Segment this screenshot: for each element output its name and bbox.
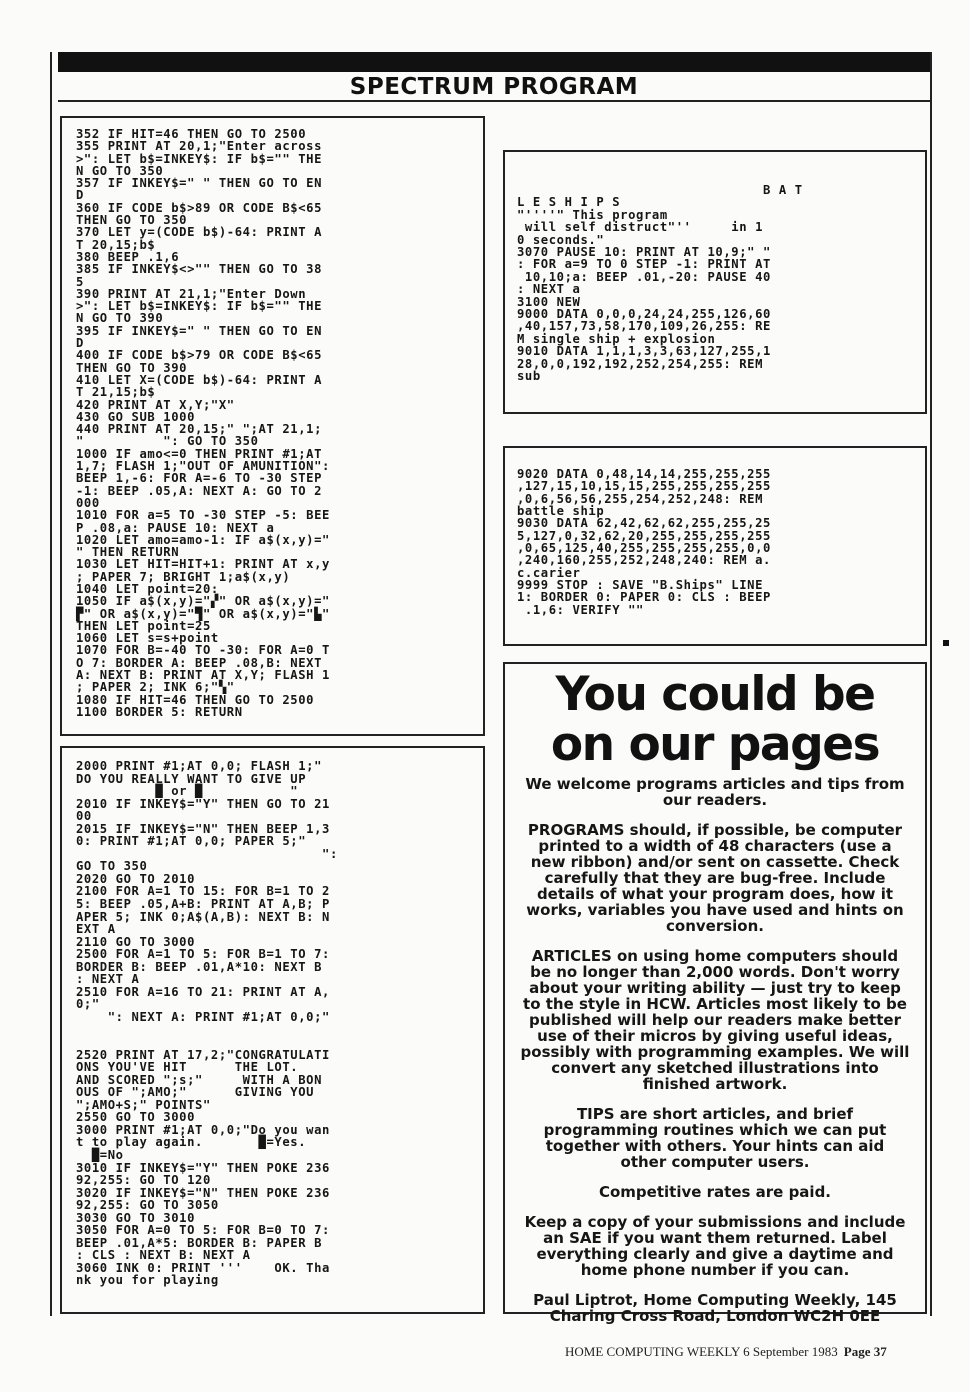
left-column-rule — [50, 52, 52, 1316]
listing-text-3: B A T L E S H I P S "''''" This program will self distruct"'' in 1 0 seconds." 3070 PAUSE 10: PRINT AT 10,9;" " : FOR a=9 TO 0 STEP -1: PRINT AT 10,10;a: BEEP .01,-20: PAUSE 40 : NEXT a 3100 NEW 9000 DATA 0,0,0,24,24,255,126,60 ,40,157,73,58,170,109,26,255: RE M single ship + explosion 9010 DATA 1,1,1,3,3,63,127,255,1 28,0,0,192,192,252,254,255: REM sub — [517, 183, 803, 384]
publication-line: HOME COMPUTING WEEKLY 6 September 1983 — [565, 1344, 838, 1359]
listing-box-2 — [60, 746, 485, 1314]
advert-programs: PROGRAMS should, if possible, be computer printed to a width of 48 characters (use a new ribbon) and/or sent on cassette. Check carefully that they are bug-free. Include details of what your program does, how it works, variables you have used and hints on conversion. — [526, 821, 904, 935]
page-footer — [565, 1344, 887, 1360]
listing-box-3 — [503, 150, 927, 414]
advert-intro: We welcome programs articles and tips from our readers. — [525, 775, 905, 809]
section-title: SPECTRUM PROGRAM — [349, 74, 639, 100]
page-number: Page 37 — [843, 1344, 887, 1359]
advert-submissions: Keep a copy of your submissions and include an SAE if you want them returned. Label everything clearly and give a daytime and home phone number if you can. — [524, 1213, 906, 1279]
advert-tips: TIPS are short articles, and brief programming routines which we can put together with others. Your hints can aid other computer users. — [543, 1105, 887, 1171]
advert-articles: ARTICLES on using home computers should be no longer than 2,000 words. Don't worry about your writing ability — just try to keep to the style in HCW. Articles most likely to be published will help our readers make better use of their micros by giving useful ideas, possibly with programming examples. We will convert any sketched illustrations into finished artwork. — [520, 947, 910, 1093]
listing-text-4: 9020 DATA 0,48,14,14,255,255,255 ,127,15,10,15,15,255,255,255,255 ,0,6,56,56,255,254,252,248: REM battle ship 9030 DATA 62,42,62,62,255,255,25 5,127,0,32,62,20,255,255,255,255 ,0,65,125,40,255,255,255,255,0,0 ,240,160,255,252,248,240: REM a. c.carier 9999 STOP : SAVE "B.Ships" LINE 1: BORDER 0: PAPER 0: CLS : BEEP .1,6: VERIFY "" — [517, 467, 771, 617]
listing-box-4 — [503, 446, 927, 646]
listing-box-1 — [60, 116, 485, 736]
section-header-bar — [58, 52, 930, 72]
header-divider — [58, 100, 930, 102]
advert-contact-address: Paul Liptrot, Home Computing Weekly, 145 Charing Cross Road, London WC2H 0EE — [533, 1291, 897, 1325]
advert-rates: Competitive rates are paid. — [598, 1183, 832, 1201]
advert-headline-line-1: You could be — [555, 667, 875, 722]
advert-headline-line-2: on our pages — [550, 717, 880, 772]
right-column-rule — [930, 52, 932, 1316]
listing-text-1: 352 IF HIT=46 THEN GO TO 2500 355 PRINT AT 20,1;"Enter across >": LET b$=INKEY$: IF b$="" THE N GO TO 350 357 IF INKEY$=" " THEN GO TO EN D 360 IF CODE b$>89 OR CODE B$<65 THEN GO TO 350 370 LET y=(CODE b$)-64: PRINT A T 20,15;b$ 380 BEEP .1,6 385 IF INKEY$<>"" THEN GO TO 38 5 390 PRINT AT 21,1;"Enter Down >": LET b$=INKEY$: IF b$="" THE N GO TO 390 395 IF INKEY$=" " THEN GO TO EN D 400 IF CODE b$>79 OR CODE B$<65 THEN GO TO 390 410 LET X=(CODE b$)-64: PRINT A T 21,15;b$ 420 PRINT AT X,Y;"X" 430 GO SUB 1000 440 PRINT AT 20,15;" ";AT 21,1; " ": GO TO 350 1000 IF amo<=0 THEN PRINT #1;AT 1,7; FLASH 1;"OUT OF AMUNITION": BEEP 1,-6: FOR A=-6 TO -30 STEP -1: BEEP .05,A: NEXT A: GO TO 2 000 1010 FOR a=5 TO -30 STEP -5: BEE P .08,a: PAUSE 10: NEXT a 1020 LET amo=amo-1: IF a$(x,y)=" " THEN RETURN 1030 LET HIT=HIT+1: PRINT AT x,y ; PAPER 7; BRIGHT 1;a$(x,y) 1040 LET point=20: 1050 IF a$(x,y)="▞" OR a$(x,y)=" ▛" OR a$(x,y)="▜" OR a$(x,y)="▙" THEN LET point=25 1060 LET s=s+point 1070 FOR B=-40 TO -30: FOR A=0 T O 7: BORDER A: BEEP .08,B: NEXT A: NEXT B: PRINT AT X,Y; FLASH 1 ; PAPER 2; INK 6;"▚" 1080 IF HIT=46 THEN GO TO 2500 1100 BORDER 5: RETURN — [76, 127, 330, 719]
margin-mark — [943, 640, 949, 646]
submissions-advert — [503, 662, 927, 1325]
listing-text-2: 2000 PRINT #1;AT 0,0; FLASH 1;" DO YOU REALLY WANT TO GIVE UP █ or █ " 2010 IF INKEY$="Y" THEN GO TO 21 00 2015 IF INKEY$="N" THEN BEEP 1,3 0: PRINT #1;AT 0,0; PAPER 5;" ": GO TO 350 2020 GO TO 2010 2100 FOR A=1 TO 15: FOR B=1 TO 2 5: BEEP .05,A+B: PRINT AT A,B; P APER 5; INK 0;A$(A,B): NEXT B: N EXT A 2110 GO TO 3000 2500 FOR A=1 TO 5: FOR B=1 TO 7: BORDER B: BEEP .01,A*10: NEXT B : NEXT A 2510 FOR A=16 TO 21: PRINT AT A, 0;" ": NEXT A: PRINT #1;AT 0,0;" 2520 PRINT AT 17,2;"CONGRATULATI ONS YOU'VE HIT THE LOT. AND SCORED ";s;" WITH A BON OUS OF ";AMO;" GIVING YOU ";AMO+S;" POINTS" 2550 GO TO 3000 3000 PRINT #1;AT 0,0;"Do you wan t to play again. █=Yes. █=No 3010 IF INKEY$="Y" THEN POKE 236 92,255: GO TO 120 3020 IF INKEY$="N" THEN POKE 236 92,255: GO TO 3050 3030 GO TO 3010 3050 FOR A=0 TO 5: FOR B=0 TO 7: BEEP .01,A*5: BORDER B: PAPER B : CLS : NEXT B: NEXT A 3060 INK 0: PRINT ''' OK. Tha nk you for playing — [76, 759, 338, 1288]
